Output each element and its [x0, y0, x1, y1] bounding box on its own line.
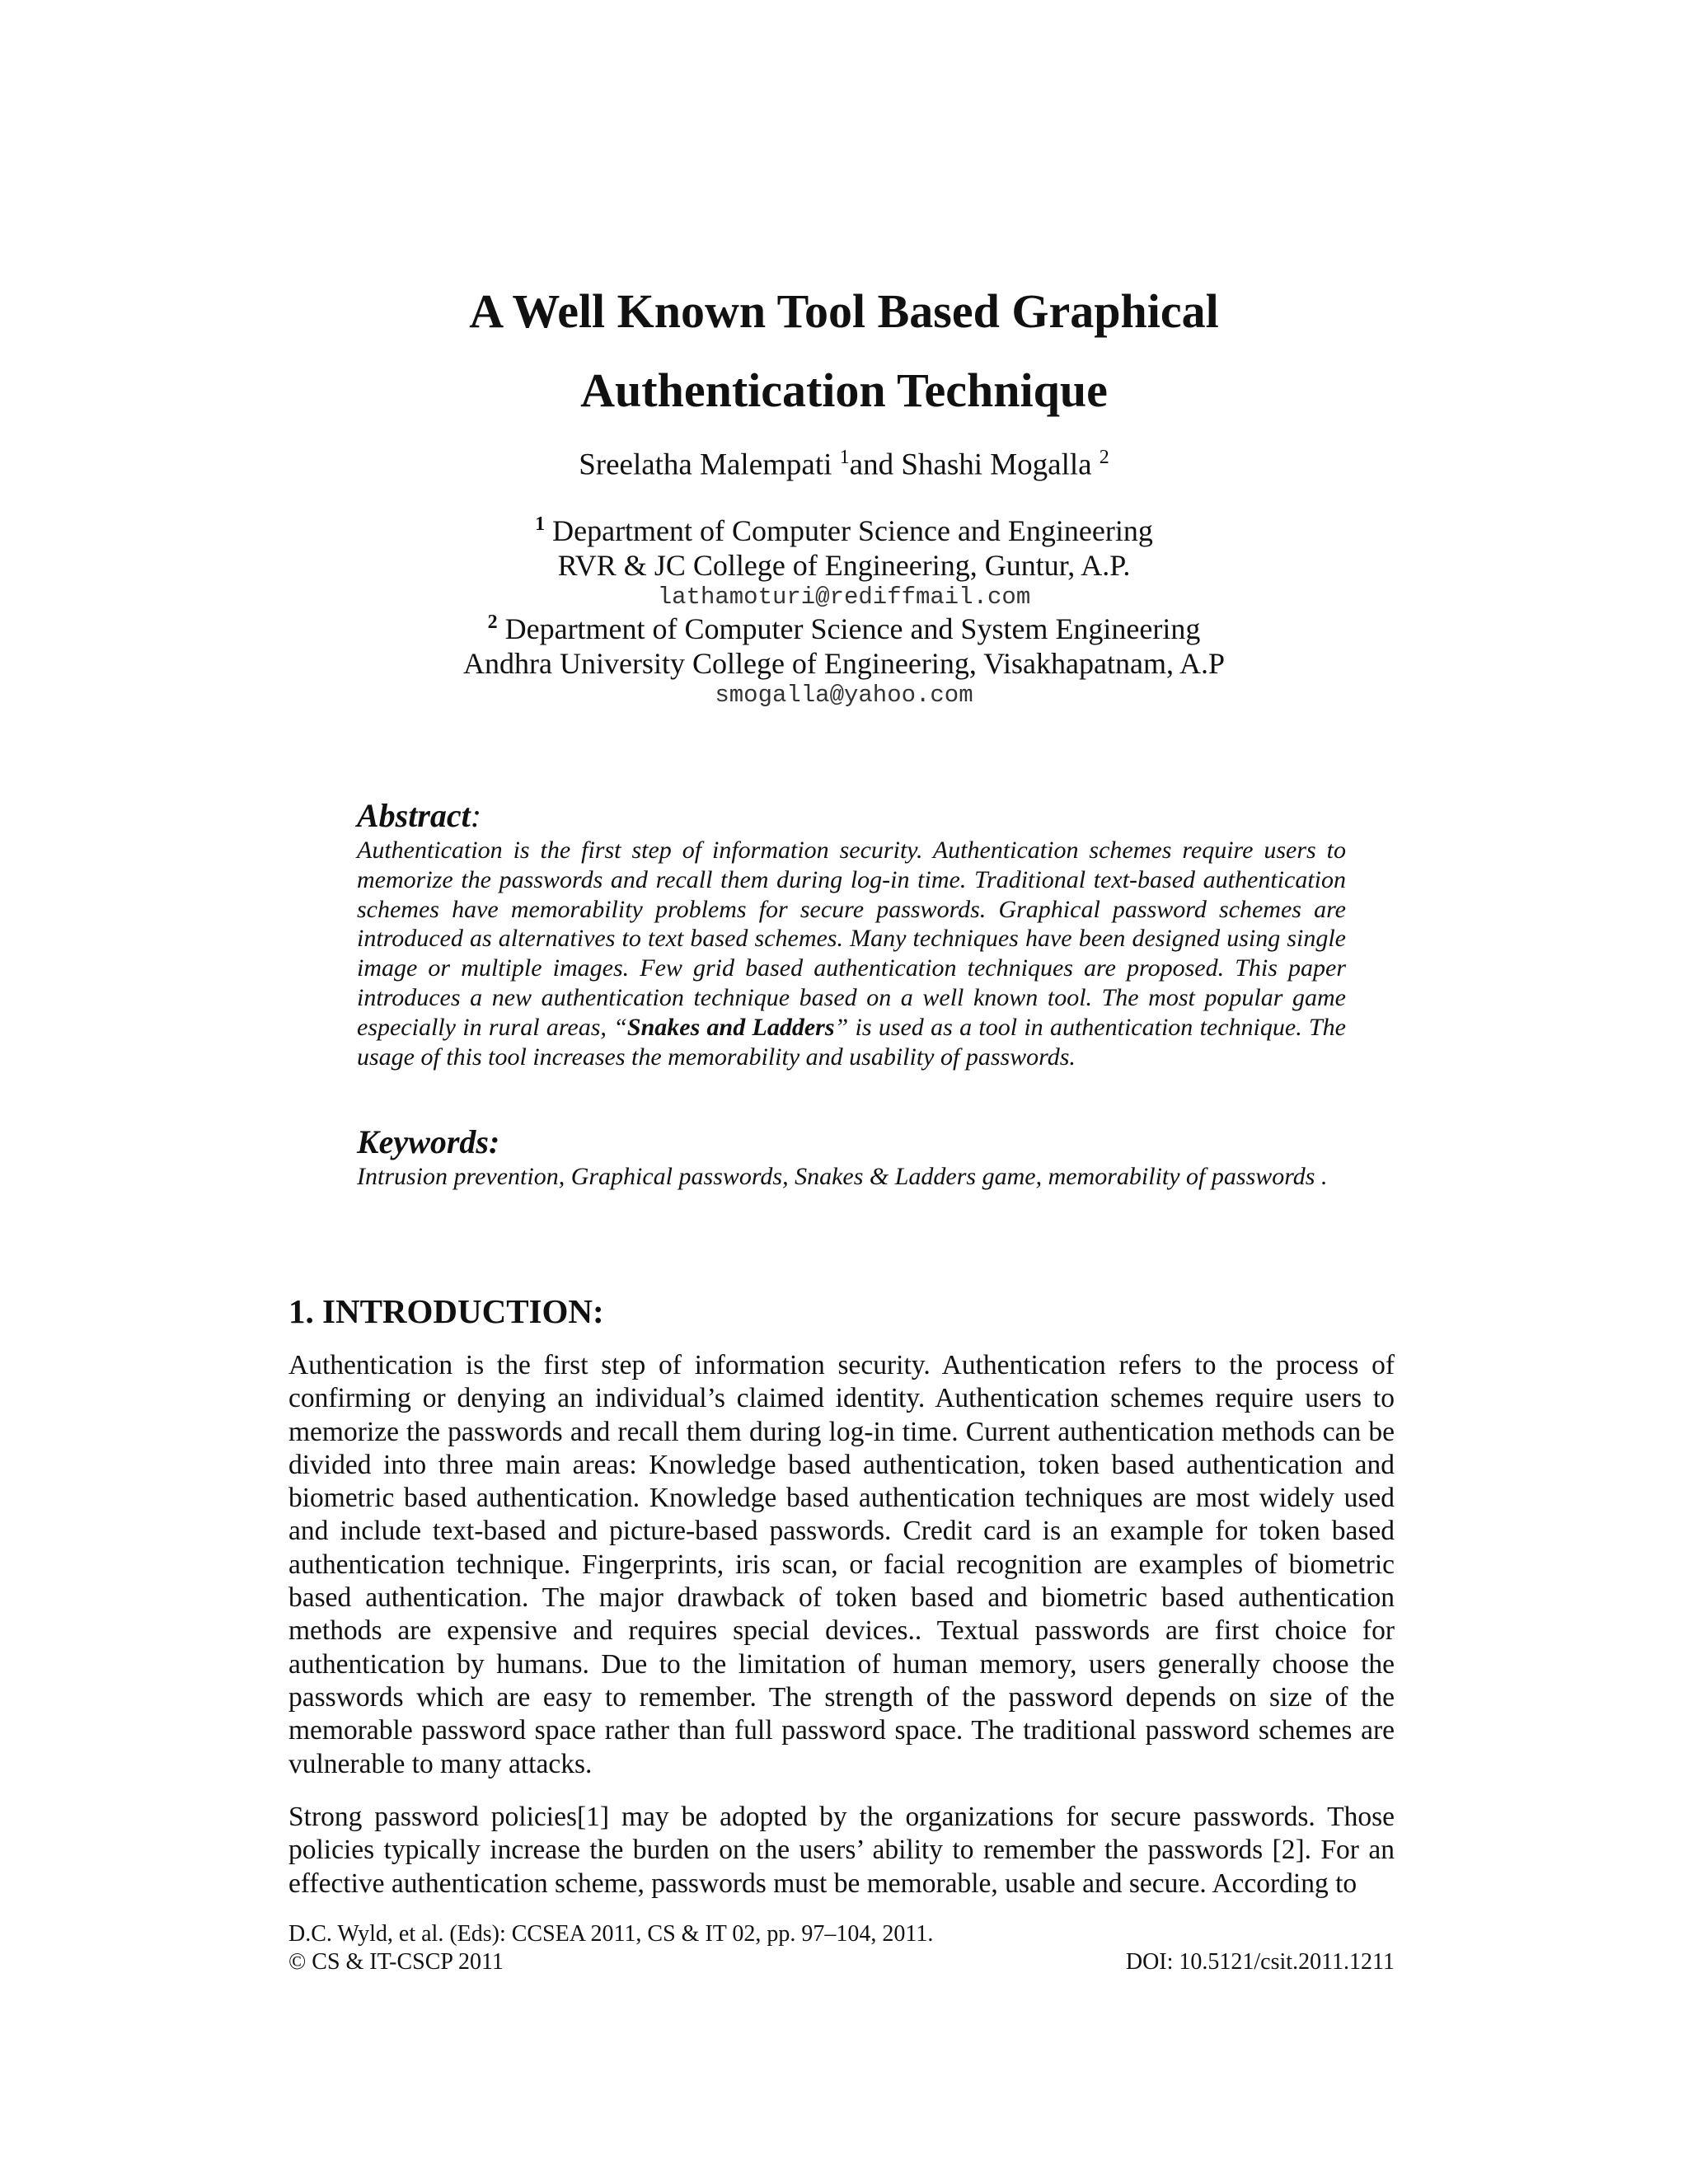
affiliation-1-sup: 1 [535, 513, 546, 535]
footer-copyright: © CS & IT-CSCP 2011 [288, 1949, 504, 1975]
abstract-text: Authentication is the first step of information security. Authentication schemes require users to memorize the passwords and recall them during log-in time. Traditional text-based authentication schemes have memorability problems for secure passwords. Graphical password schemes are introduced as alternatives to text based schemes. Many techniques have been designed using single image or multiple images. Few grid based authentication techniques are proposed. This paper introduces a new authentication technique based on a well known tool. The most popular game especially in rural areas, “Snakes and Ladders” is used as a tool in authentication technique. The usage of this tool increases the memorability and usability of passwords. [357, 837, 1346, 1071]
author-1-sup: 1 [839, 447, 850, 468]
author-1-name: Sreelatha Malempati [579, 448, 832, 482]
author-2-sup: 2 [1099, 447, 1109, 468]
affiliation-1 [0, 507, 1688, 612]
affiliation-2 [0, 605, 1688, 710]
paper-title [0, 272, 1688, 430]
abstract-bold-phrase: Snakes and Ladders [626, 1013, 835, 1041]
affiliation-2-institution: Andhra University College of Engineering, Visakhapatnam, A.P [463, 647, 1225, 680]
affiliation-1-email: lathamoturi@rediffmail.com [657, 583, 1031, 611]
affiliation-2-email: smogalla@yahoo.com [715, 682, 973, 709]
affiliation-2-sup: 2 [487, 612, 498, 633]
affiliation-1-department: Department of Computer Science and Engineering [552, 514, 1153, 547]
keywords-text: Intrusion prevention, Graphical passwords, Snakes & Ladders game, memorability of passwords . [357, 1163, 1328, 1190]
introduction-paragraph-1: Authentication is the first step of information security. Authentication refers to the process of confirming or denying an individual’s claimed identity. Authentication schemes require users to memorize the passwords and recall them during log-in time. Current authentication methods can be divided into three main areas: Knowledge based authentication, token based authentication and biometric based authentication. Knowledge based authentication techniques are most widely used and include text-based and picture-based passwords. Credit card is an example for token based authentication technique. Fingerprints, iris scan, or facial recognition are examples of biometric based authentication. The major drawback of token based and biometric based authentication methods are expensive and requires special devices.. Textual passwords are first choice for authentication by humans. Due to the limitation of human memory, users generally choose the passwords which are easy to remember. The strength of the password depends on size of the memorable password space rather than full password space. The traditional password schemes are vulnerable to many attacks. [288, 1350, 1395, 1779]
abstract-heading: Abstract: [357, 797, 482, 834]
abstract-section [357, 796, 1346, 1071]
affiliation-2-department: Department of Computer Science and System Engineering [504, 612, 1201, 645]
title-line-1: A Well Known Tool Based Graphical [469, 284, 1219, 338]
introduction-heading: 1. INTRODUCTION: [288, 1292, 604, 1330]
affiliation-1-institution: RVR & JC College of Engineering, Guntur, A.P. [557, 549, 1131, 582]
author-line [0, 437, 1688, 485]
footer-citation [288, 1920, 933, 1976]
title-line-2: Authentication Technique [580, 363, 1108, 417]
footer-citation-line: D.C. Wyld, et al. (Eds): CCSEA 2011, CS & IT 02, pp. 97–104, 2011. [288, 1921, 934, 1947]
introduction-paragraph-2: Strong password policies[1] may be adopted by the organizations for secure passwords. Those policies typically increase the burden on the users’ ability to remember the passwords [2]. For an effective authentication scheme, passwords must be memorable, usable and secure. According to [288, 1802, 1395, 1899]
keywords-section [357, 1122, 1346, 1192]
footer-doi: DOI: 10.5121/csit.2011.1211 [1125, 1949, 1395, 1975]
author-connector: and Shashi Mogalla [849, 448, 1092, 482]
keywords-heading: Keywords: [357, 1123, 500, 1160]
